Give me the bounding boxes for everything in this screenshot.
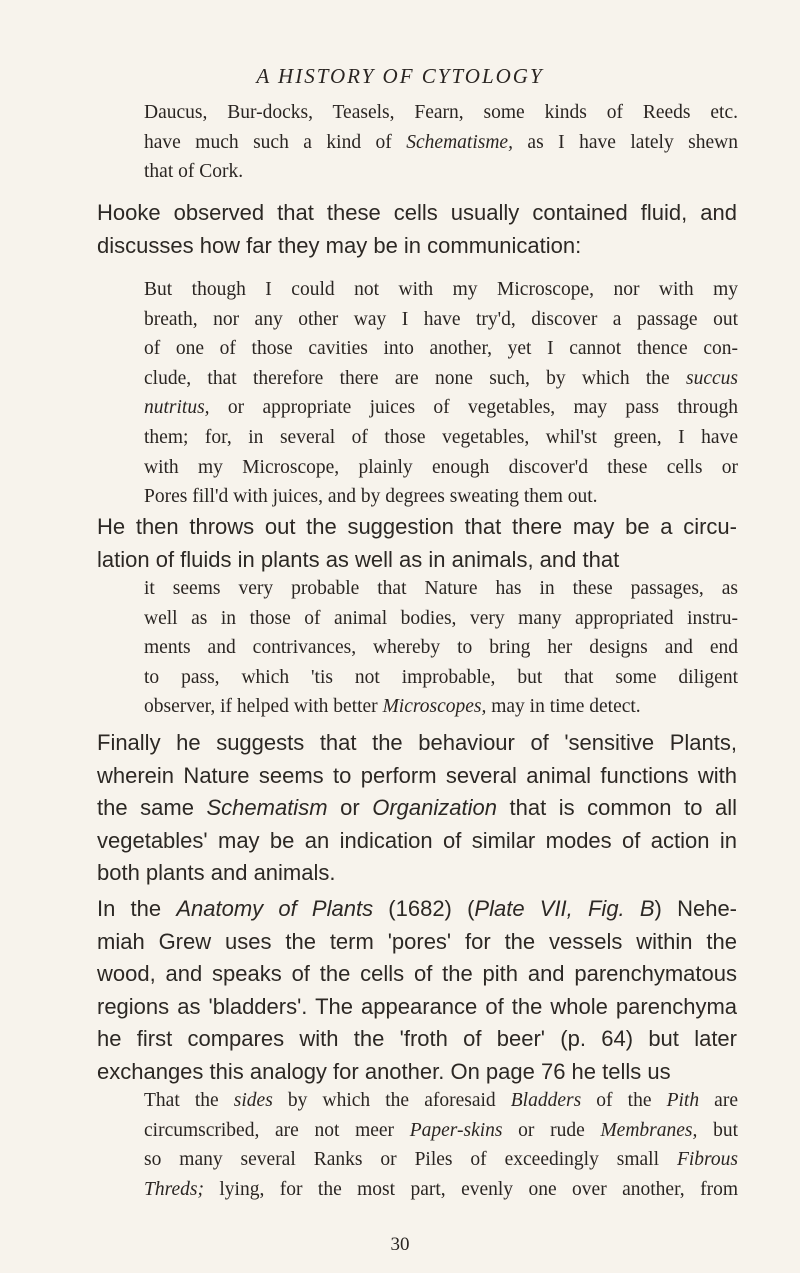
text-line: Threds; lying, for the most part, evenly one over another, from <box>144 1178 738 1200</box>
text-line: clude, that therefore there are none such, by which the succus <box>144 367 738 389</box>
block-quote-4 <box>144 1086 738 1204</box>
text-line: that of Cork. <box>144 161 244 183</box>
page-number: 30 <box>390 1234 410 1255</box>
text-line: vegetables' may be an indication of similar modes of action in <box>97 827 737 853</box>
text-line: Finally he suggests that the behaviour of 'sensitive Plants, <box>97 730 737 755</box>
text-line: of one of those cavities into another, yet I cannot thence con- <box>144 338 738 360</box>
text-line: to pass, which 'tis not improbable, but that some diligent <box>144 666 738 688</box>
text-line: He then throws out the suggestion that there may be a circu- <box>97 514 737 539</box>
text-line: Daucus, Bur-docks, Teasels, Fearn, some kinds of Reeds etc. <box>144 102 738 123</box>
text-line: circumscribed, are not meer Paper-skins or rude Membranes, but <box>144 1119 738 1141</box>
text-line: have much such a kind of Schematisme, as I have lately shewn <box>144 131 738 153</box>
text-line: That the sides by which the aforesaid Bladders of the Pith are <box>144 1090 738 1111</box>
text-line: so many several Ranks or Piles of exceedingly small Fibrous <box>144 1149 738 1171</box>
text-line: miah Grew uses the term 'pores' for the vessels within the <box>97 928 737 954</box>
text-line: it seems very probable that Nature has in these passages, as <box>144 578 738 599</box>
block-quote-1 <box>144 98 738 187</box>
text-line: wherein Nature seems to perform several animal functions with <box>97 762 737 788</box>
running-head: A HISTORY OF CYTOLOGY <box>256 64 544 88</box>
text-line: But though I could not with my Microscope, nor with my <box>144 279 738 300</box>
text-line: regions as 'bladders'. The appearance of the whole parenchyma <box>97 993 737 1019</box>
text-line: discusses how far they may be in communication: <box>97 232 582 258</box>
text-line: observer, if helped with better Microscopes, may in time detect. <box>144 696 641 718</box>
text-line: exchanges this analogy for another. On page 76 he tells us <box>97 1058 671 1084</box>
text-line: nutritus, or appropriate juices of vegetables, may pass through <box>144 397 738 419</box>
text-line: both plants and animals. <box>97 860 336 886</box>
text-line: ments and contrivances, whereby to bring her designs and end <box>144 637 738 659</box>
text-line: he first compares with the 'froth of beer' (p. 64) but later <box>97 1026 737 1052</box>
paragraph-2 <box>97 511 737 576</box>
text-line: breath, nor any other way I have try'd, discover a passage out <box>144 308 738 330</box>
text-line: with my Microscope, plainly enough discover'd these cells or <box>144 456 738 478</box>
paragraph-1 <box>97 197 737 262</box>
text-line: wood, and speaks of the cells of the pith and parenchymatous <box>97 961 737 987</box>
text-line: the same Schematism or Organization that is common to all <box>97 795 737 821</box>
paragraph-3 <box>97 727 737 890</box>
block-quote-3 <box>144 574 738 722</box>
text-line: Hooke observed that these cells usually contained fluid, and <box>97 200 737 225</box>
text-line: Pores fill'd with juices, and by degrees sweating them out. <box>144 486 598 508</box>
text-line: well as in those of animal bodies, very many appropriated instru- <box>144 607 738 629</box>
paragraph-4 <box>97 893 737 1089</box>
text-line: them; for, in several of those vegetables, whil'st green, I have <box>144 426 738 448</box>
text-line: In the Anatomy of Plants (1682) (Plate VII, Fig. B) Nehe- <box>97 896 737 921</box>
block-quote-2 <box>144 275 738 512</box>
text-line: lation of fluids in plants as well as in animals, and that <box>97 546 620 572</box>
